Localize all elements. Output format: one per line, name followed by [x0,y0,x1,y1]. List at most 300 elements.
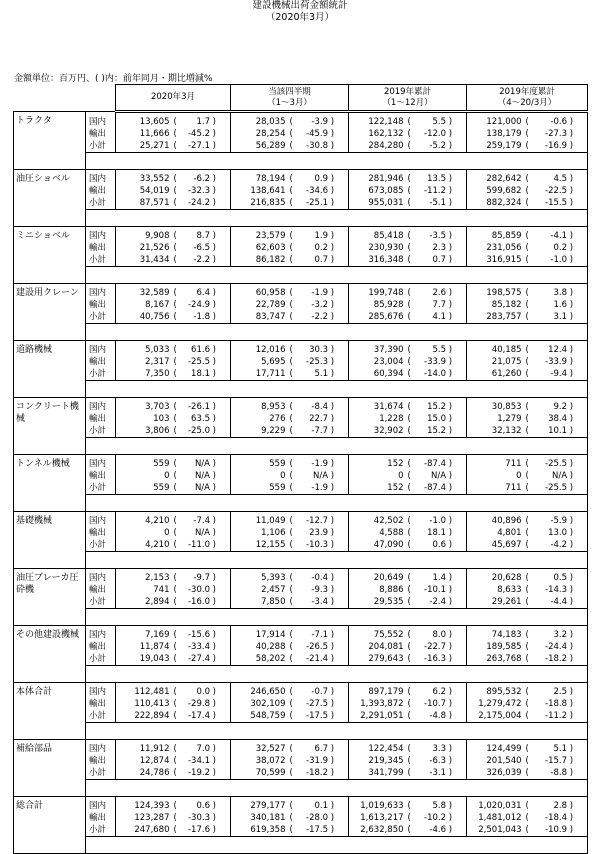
row-label: 輸出 [86,527,116,539]
fiscal-amount: 121,000 [467,112,524,129]
fiscal-amount: 21,075 [467,356,524,368]
spacer-cell [86,723,588,740]
open-paren: ( [289,174,293,184]
quarter-change-pct: 0.9 ) [298,170,349,186]
fiscal-change-pct: -24.4 ) [534,641,588,653]
table-row [14,112,588,129]
open-paren: ( [407,459,411,469]
fiscal-change-pct: -18.4 ) [534,812,588,824]
fiscal-change-pct: -16.9 ) [534,140,588,153]
open-paren: ( [525,357,529,367]
open-paren: ( [173,699,177,709]
calendar-amount: 122,148 [349,112,406,129]
fiscal-change-pct: -11.2 ) [534,710,588,723]
month-change-pct: -24.2 ) [182,197,231,210]
open-paren: ( [172,653,182,666]
open-paren: ( [173,528,177,538]
calendar-amount: 341,799 [349,767,406,780]
open-paren: ( [173,744,177,754]
header-fiscal [467,85,588,112]
month-amount: 40,756 [116,311,172,324]
table-row [14,197,588,210]
open-paren: ( [407,300,411,310]
open-paren: ( [407,402,411,412]
month-change-pct: -2.2 ) [182,254,231,267]
row-label: 国内 [86,626,116,642]
calendar-change-pct: 6.2 ) [416,683,467,699]
calendar-amount: 42,502 [349,512,406,528]
calendar-change-pct: 5.8 ) [416,797,467,813]
open-paren: ( [173,801,177,811]
fiscal-change-pct: 2.8 ) [534,797,588,813]
fiscal-amount: 61,260 [467,368,524,381]
open-paren: ( [525,756,529,766]
month-change-pct: 6.4 ) [182,284,231,300]
fiscal-change-pct: 0.5 ) [534,569,588,585]
month-change-pct: 0.0 ) [182,683,231,699]
category-label: 本体合計 [14,683,86,740]
open-paren: ( [288,482,298,495]
quarter-change-pct: N/A ) [298,470,349,482]
fiscal-change-pct: -33.9 ) [534,356,588,368]
quarter-amount: 70,599 [231,767,288,780]
table-row [14,128,588,140]
row-label: 輸出 [86,812,116,824]
month-change-pct: N/A ) [182,470,231,482]
fiscal-change-pct: 3.2 ) [534,626,588,642]
month-amount: 24,786 [116,767,172,780]
calendar-change-pct: -87.4 ) [416,455,467,471]
row-label: 小計 [86,368,116,381]
month-amount: 123,287 [116,812,172,824]
open-paren: ( [525,174,529,184]
open-paren: ( [172,824,182,837]
calendar-amount: 204,081 [349,641,406,653]
category-label: ミニショベル [14,227,86,284]
open-paren: ( [407,744,411,754]
calendar-change-pct: -10.7 ) [416,698,467,710]
fiscal-change-pct: 5.1 ) [534,740,588,756]
month-change-pct: -27.1 ) [182,140,231,153]
open-paren: ( [288,140,298,153]
calendar-change-pct: -22.7 ) [416,641,467,653]
fiscal-change-pct: -4.2 ) [534,539,588,552]
open-paren: ( [525,699,529,709]
open-paren: ( [289,573,293,583]
open-paren: ( [406,197,416,210]
open-paren: ( [407,585,411,595]
quarter-change-pct: 30.3 ) [298,341,349,357]
month-change-pct: -1.8 ) [182,311,231,324]
open-paren: ( [288,368,298,381]
month-amount: 54,019 [116,185,172,197]
month-amount: 13,605 [116,112,172,129]
open-paren: ( [406,140,416,153]
quarter-amount: 1,106 [231,527,288,539]
group-spacer [14,837,588,854]
open-paren: ( [289,687,293,697]
calendar-change-pct: 1.4 ) [416,569,467,585]
header-month: 2020年3月 [116,85,231,112]
row-label: 輸出 [86,356,116,368]
open-paren: ( [289,459,293,469]
quarter-change-pct: -17.5 ) [298,824,349,837]
open-paren: ( [288,539,298,552]
quarter-change-pct: -25.1 ) [298,197,349,210]
month-change-pct: -25.5 ) [182,356,231,368]
open-paren: ( [173,243,177,253]
fiscal-change-pct: 10.1 ) [534,425,588,438]
fiscal-amount: 20,628 [467,569,524,585]
group-spacer [14,324,588,341]
quarter-amount: 62,603 [231,242,288,254]
open-paren: ( [173,471,177,481]
month-amount: 11,912 [116,740,172,756]
quarter-change-pct: -3.9 ) [298,112,349,129]
fiscal-change-pct: 1.6 ) [534,299,588,311]
open-paren: ( [525,528,529,538]
calendar-amount: 29,535 [349,596,406,609]
open-paren: ( [173,642,177,652]
quarter-change-pct: 0.2 ) [298,242,349,254]
month-amount: 103 [116,413,172,425]
table-row [14,539,588,552]
fiscal-amount: 74,183 [467,626,524,642]
calendar-amount: 20,649 [349,569,406,585]
fiscal-change-pct: N/A ) [534,470,588,482]
open-paren: ( [289,414,293,424]
table-row [14,812,588,824]
header-fiscal-line1: 2019年度累計 [499,86,555,97]
quarter-change-pct: -1.9 ) [298,482,349,495]
calendar-change-pct: 2.3 ) [416,242,467,254]
table-row [14,482,588,495]
quarter-amount: 56,289 [231,140,288,153]
table-row [14,470,588,482]
fiscal-amount: 283,757 [467,311,524,324]
quarter-amount: 12,016 [231,341,288,357]
open-paren: ( [289,528,293,538]
month-change-pct: -25.0 ) [182,425,231,438]
header-blank [14,85,116,112]
quarter-amount: 2,457 [231,584,288,596]
calendar-change-pct: 2.6 ) [416,284,467,300]
open-paren: ( [289,801,293,811]
table-row [14,356,588,368]
open-paren: ( [288,197,298,210]
calendar-amount: 199,748 [349,284,406,300]
quarter-amount: 17,711 [231,368,288,381]
fiscal-change-pct: -0.6 ) [534,112,588,129]
calendar-change-pct: -4.6 ) [416,824,467,837]
table-row [14,626,588,642]
row-label: 小計 [86,197,116,210]
month-change-pct: -32.3 ) [182,185,231,197]
month-change-pct: 7.0 ) [182,740,231,756]
row-label: 国内 [86,797,116,813]
quarter-amount: 559 [231,482,288,495]
header-quarter-line1: 当該四半期 [268,86,311,97]
open-paren: ( [289,186,293,196]
calendar-amount: 32,902 [349,425,406,438]
month-amount: 222,894 [116,710,172,723]
table-row [14,824,588,837]
quarter-change-pct: -2.2 ) [298,311,349,324]
open-paren: ( [407,345,411,355]
fiscal-change-pct: 3.8 ) [534,284,588,300]
quarter-change-pct: -45.9 ) [298,128,349,140]
calendar-amount: 23,004 [349,356,406,368]
quarter-change-pct: 23.9 ) [298,527,349,539]
open-paren: ( [524,482,534,495]
fiscal-amount: 326,039 [467,767,524,780]
fiscal-amount: 198,575 [467,284,524,300]
spacer-cell [86,495,588,512]
calendar-amount: 2,632,850 [349,824,406,837]
quarter-change-pct: 6.7 ) [298,740,349,756]
calendar-amount: 152 [349,482,406,495]
group-spacer [14,723,588,740]
quarter-change-pct: -21.4 ) [298,653,349,666]
category-label: 油圧ブレーカ圧砕機 [14,569,86,626]
fiscal-amount: 4,801 [467,527,524,539]
table-row [14,254,588,267]
fiscal-change-pct: -10.9 ) [534,824,588,837]
table-row [14,242,588,254]
open-paren: ( [524,767,534,780]
open-paren: ( [172,311,182,324]
month-change-pct: -26.1 ) [182,398,231,414]
fiscal-change-pct: 3.1 ) [534,311,588,324]
month-amount: 32,589 [116,284,172,300]
open-paren: ( [173,345,177,355]
open-paren: ( [173,117,177,127]
fiscal-change-pct: -27.3 ) [534,128,588,140]
open-paren: ( [525,744,529,754]
calendar-amount: 316,348 [349,254,406,267]
fiscal-amount: 32,132 [467,425,524,438]
row-label: 輸出 [86,641,116,653]
open-paren: ( [172,254,182,267]
calendar-amount: 4,588 [349,527,406,539]
calendar-amount: 152 [349,455,406,471]
quarter-amount: 17,914 [231,626,288,642]
table-row [14,653,588,666]
calendar-change-pct: -10.2 ) [416,812,467,824]
open-paren: ( [407,813,411,823]
open-paren: ( [407,699,411,709]
calendar-change-pct: 5.5 ) [416,112,467,129]
group-spacer [14,609,588,626]
open-paren: ( [407,687,411,697]
quarter-amount: 12,155 [231,539,288,552]
row-label: 国内 [86,512,116,528]
quarter-amount: 276 [231,413,288,425]
fiscal-change-pct: 38.4 ) [534,413,588,425]
open-paren: ( [406,311,416,324]
quarter-amount: 9,229 [231,425,288,438]
header-row [14,85,588,112]
quarter-amount: 619,358 [231,824,288,837]
fiscal-change-pct: 2.5 ) [534,683,588,699]
row-label: 輸出 [86,698,116,710]
fiscal-change-pct: 13.0 ) [534,527,588,539]
open-paren: ( [525,186,529,196]
open-paren: ( [406,653,416,666]
quarter-change-pct: -7.7 ) [298,425,349,438]
open-paren: ( [173,813,177,823]
calendar-amount: 1,613,217 [349,812,406,824]
open-paren: ( [173,129,177,139]
fiscal-change-pct: -18.8 ) [534,698,588,710]
calendar-change-pct: -5.1 ) [416,197,467,210]
open-paren: ( [525,414,529,424]
open-paren: ( [524,710,534,723]
open-paren: ( [173,687,177,697]
month-change-pct: -33.4 ) [182,641,231,653]
row-label: 国内 [86,398,116,414]
table-row [14,170,588,186]
calendar-change-pct: N/A ) [416,470,467,482]
quarter-amount: 548,759 [231,710,288,723]
open-paren: ( [525,471,529,481]
open-paren: ( [289,402,293,412]
quarter-amount: 78,194 [231,170,288,186]
fiscal-amount: 0 [467,470,524,482]
month-change-pct: 18.1 ) [182,368,231,381]
spacer-cell [86,153,588,170]
quarter-amount: 246,650 [231,683,288,699]
table-row [14,227,588,243]
calendar-amount: 1,019,633 [349,797,406,813]
open-paren: ( [289,744,293,754]
spacer-cell [86,438,588,455]
category-label: 油圧ショベル [14,170,86,227]
calendar-amount: 75,552 [349,626,406,642]
quarter-amount: 559 [231,455,288,471]
open-paren: ( [524,653,534,666]
calendar-change-pct: 13.5 ) [416,170,467,186]
page-title: 建設機械出荷金額統計 [252,0,348,11]
quarter-change-pct: -9.3 ) [298,584,349,596]
table-row [14,299,588,311]
open-paren: ( [172,539,182,552]
quarter-amount: 302,109 [231,698,288,710]
open-paren: ( [525,459,529,469]
fiscal-change-pct: -4.1 ) [534,227,588,243]
open-paren: ( [525,300,529,310]
open-paren: ( [525,231,529,241]
category-label: トラクタ [14,112,86,170]
calendar-amount: 85,928 [349,299,406,311]
category-label: 建設用クレーン [14,284,86,341]
table-row [14,710,588,723]
quarter-amount: 5,393 [231,569,288,585]
quarter-amount: 86,182 [231,254,288,267]
open-paren: ( [524,596,534,609]
open-paren: ( [407,573,411,583]
calendar-amount: 219,345 [349,755,406,767]
quarter-amount: 23,579 [231,227,288,243]
open-paren: ( [289,117,293,127]
open-paren: ( [289,699,293,709]
fiscal-change-pct: -25.5 ) [534,455,588,471]
calendar-amount: 285,676 [349,311,406,324]
fiscal-change-pct: -15.5 ) [534,197,588,210]
month-change-pct: N/A ) [182,455,231,471]
quarter-amount: 83,747 [231,311,288,324]
fiscal-change-pct: 12.4 ) [534,341,588,357]
open-paren: ( [406,767,416,780]
quarter-amount: 0 [231,470,288,482]
month-change-pct: -29.8 ) [182,698,231,710]
open-paren: ( [172,767,182,780]
row-label: 国内 [86,112,116,129]
fiscal-change-pct: -9.4 ) [534,368,588,381]
fiscal-amount: 711 [467,482,524,495]
month-change-pct: -9.7 ) [182,569,231,585]
quarter-change-pct: -28.0 ) [298,812,349,824]
month-amount: 110,413 [116,698,172,710]
month-change-pct: -34.1 ) [182,755,231,767]
open-paren: ( [524,140,534,153]
calendar-amount: 673,085 [349,185,406,197]
quarter-change-pct: 22.7 ) [298,413,349,425]
open-paren: ( [407,117,411,127]
shipment-table [13,84,588,854]
open-paren: ( [407,288,411,298]
open-paren: ( [525,129,529,139]
header-calendar [349,85,467,112]
open-paren: ( [407,357,411,367]
calendar-amount: 1,393,872 [349,698,406,710]
group-spacer [14,381,588,398]
month-amount: 87,571 [116,197,172,210]
quarter-change-pct: -7.1 ) [298,626,349,642]
open-paren: ( [524,368,534,381]
open-paren: ( [172,710,182,723]
spacer-cell [86,210,588,227]
month-change-pct: 63.5 ) [182,413,231,425]
header-quarter [231,85,349,112]
fiscal-amount: 201,540 [467,755,524,767]
row-label: 輸出 [86,128,116,140]
table-row [14,755,588,767]
calendar-amount: 47,090 [349,539,406,552]
quarter-change-pct: 5.1 ) [298,368,349,381]
open-paren: ( [173,288,177,298]
open-paren: ( [173,357,177,367]
calendar-change-pct: 7.7 ) [416,299,467,311]
table-row [14,683,588,699]
table-body [14,112,588,854]
row-label: 小計 [86,539,116,552]
open-paren: ( [407,630,411,640]
category-label: 基礎機械 [14,512,86,569]
open-paren: ( [289,129,293,139]
open-paren: ( [407,471,411,481]
row-label: 小計 [86,710,116,723]
fiscal-amount: 263,768 [467,653,524,666]
month-amount: 12,874 [116,755,172,767]
calendar-change-pct: -10.1 ) [416,584,467,596]
open-paren: ( [524,824,534,837]
open-paren: ( [288,710,298,723]
fiscal-change-pct: -14.3 ) [534,584,588,596]
open-paren: ( [406,482,416,495]
month-amount: 21,526 [116,242,172,254]
calendar-change-pct: 0.6 ) [416,539,467,552]
